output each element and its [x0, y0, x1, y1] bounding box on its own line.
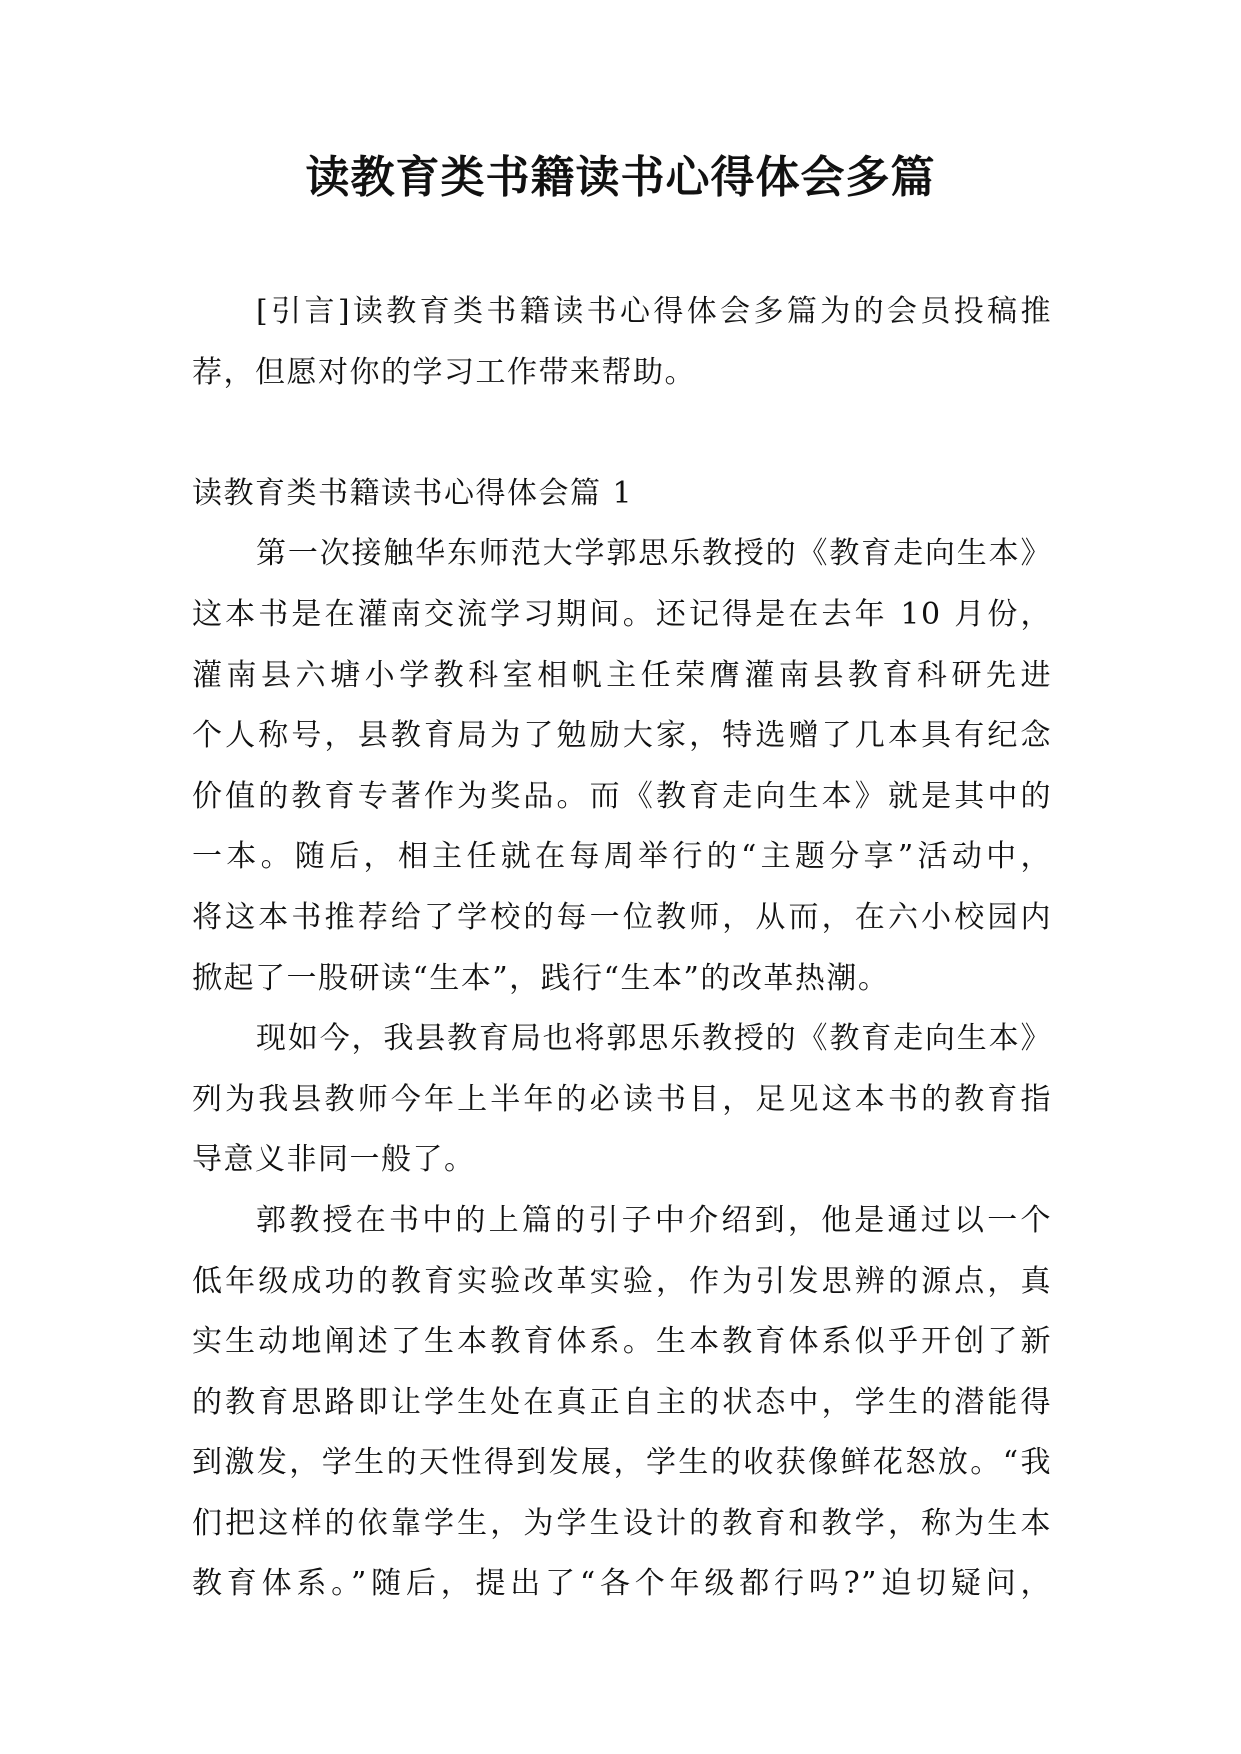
paragraph-line: 第一次接触华东师范大学郭思乐教授的《教育走向生本》: [256, 536, 1052, 572]
paragraph-line: 掀起了一股研读“生本”，践行“生本”的改革热潮。: [192, 960, 890, 996]
section-heading: 读教育类书籍读书心得体会篇 1: [192, 475, 634, 511]
paragraph-line: 教育体系。”随后，提出了“各个年级都行吗?”迫切疑问，: [192, 1566, 1052, 1602]
document-body: [192, 282, 1052, 1615]
paragraph-line: 一本。随后，相主任就在每周举行的“主题分享”活动中，: [192, 839, 1052, 875]
intro-line: [引言]读教育类书籍读书心得体会多篇为的会员投稿推: [256, 294, 1052, 329]
paragraph-line: 灌南县六塘小学教科室相帆主任荣膺灌南县教育科研先进: [192, 657, 1052, 693]
paragraph-line: 的教育思路即让学生处在真正自主的状态中，学生的潜能得: [192, 1384, 1052, 1420]
intro-paragraph: [192, 282, 1052, 403]
paragraph-line: 郭教授在书中的上篇的引子中介绍到，他是通过以一个: [256, 1202, 1052, 1238]
paragraph-line: 价值的教育专著作为奖品。而《教育走向生本》就是其中的: [192, 778, 1052, 814]
paragraph-line: 个人称号，县教育局为了勉励大家，特选赠了几本具有纪念: [192, 718, 1052, 754]
paragraph-line: 列为我县教师今年上半年的必读书目，足见这本书的教育指: [192, 1081, 1052, 1117]
paragraph-line: 现如今，我县教育局也将郭思乐教授的《教育走向生本》: [256, 1021, 1052, 1057]
intro-line: 荐，但愿对你的学习工作带来帮助。: [192, 354, 696, 390]
body-paragraph-1: [192, 524, 1052, 1009]
paragraph-line: 这本书是在灌南交流学习期间。还记得是在去年 10 月份，: [192, 596, 1052, 632]
paragraph-line: 导意义非同一般了。: [192, 1142, 476, 1178]
body-paragraph-2: [192, 1009, 1052, 1191]
paragraph-line: 低年级成功的教育实验改革实验，作为引发思辨的源点，真: [192, 1263, 1052, 1299]
paragraph-gap: [192, 403, 1052, 464]
paragraph-line: 实生动地阐述了生本教育体系。生本教育体系似乎开创了新: [192, 1324, 1052, 1360]
document-title: 读教育类书籍读书心得体会多篇: [305, 152, 936, 203]
body-paragraph-3: [192, 1191, 1052, 1615]
paragraph-line: 到激发，学生的天性得到发展，学生的收获像鲜花怒放。“我: [192, 1445, 1052, 1481]
paragraph-line: 们把这样的依靠学生，为学生设计的教育和教学，称为生本: [192, 1505, 1052, 1541]
paragraph-line: 将这本书推荐给了学校的每一位教师，从而，在六小校园内: [192, 899, 1052, 935]
